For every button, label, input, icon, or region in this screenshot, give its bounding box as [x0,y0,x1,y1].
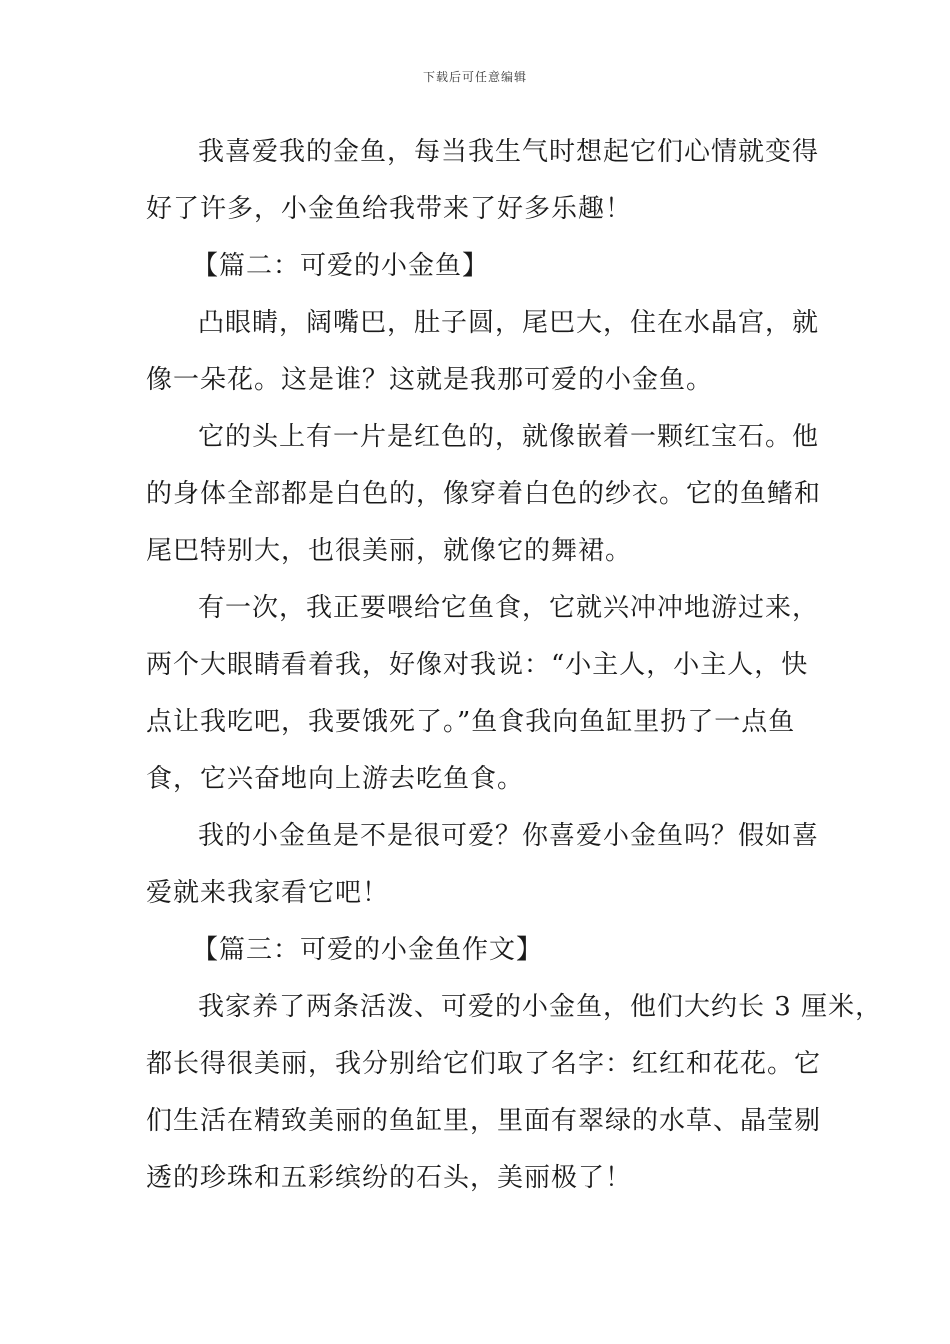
paragraph-line: 都长得很美丽，我分别给它们取了名字：红红和花花。它 [146,1049,822,1079]
paragraph-line: 我喜爱我的金鱼，每当我生气时想起它们心情就变得 [198,137,820,167]
header-note: 下载后可任意编辑 [422,70,527,84]
paragraph-line: 点让我吃吧，我要饿死了。”鱼食我向鱼缸里扔了一点鱼 [146,707,796,737]
paragraph-line: 我的小金鱼是不是很可爱？你喜爱小金鱼吗？假如喜 [198,821,820,851]
paragraph-line: 它的头上有一片是红色的，就像嵌着一颗红宝石。他 [198,422,820,452]
paragraph-line: 两个大眼睛看着我，好像对我说：“小主人，小主人，快 [146,650,809,680]
section-heading: 【篇三：可爱的小金鱼作文】 [192,935,544,965]
section-heading: 【篇二：可爱的小金鱼】 [192,251,490,281]
paragraph-line: 食，它兴奋地向上游去吃鱼食。 [146,764,525,794]
paragraph-line: 透的珍珠和五彩缤纷的石头，美丽极了！ [146,1163,633,1193]
paragraph-line: 我家养了两条活泼、可爱的小金鱼，他们大约长 3 厘米， [198,992,883,1022]
paragraph-line: 的身体全部都是白色的，像穿着白色的纱衣。它的鱼鳍和 [146,479,822,509]
paragraph-line: 尾巴特别大，也很美丽，就像它的舞裙。 [146,536,633,566]
paragraph-line: 有一次，我正要喂给它鱼食，它就兴冲冲地游过来， [198,593,820,623]
paragraph-line: 好了许多，小金鱼给我带来了好多乐趣！ [146,194,633,224]
paragraph-line: 像一朵花。这是谁？这就是我那可爱的小金鱼。 [146,365,714,395]
paragraph-line: 凸眼睛，阔嘴巴，肚子圆，尾巴大，住在水晶宫，就 [198,308,820,338]
paragraph-line: 们生活在精致美丽的鱼缸里，里面有翠绿的水草、晶莹剔 [146,1106,822,1136]
paragraph-line: 爱就来我家看它吧！ [146,878,390,908]
